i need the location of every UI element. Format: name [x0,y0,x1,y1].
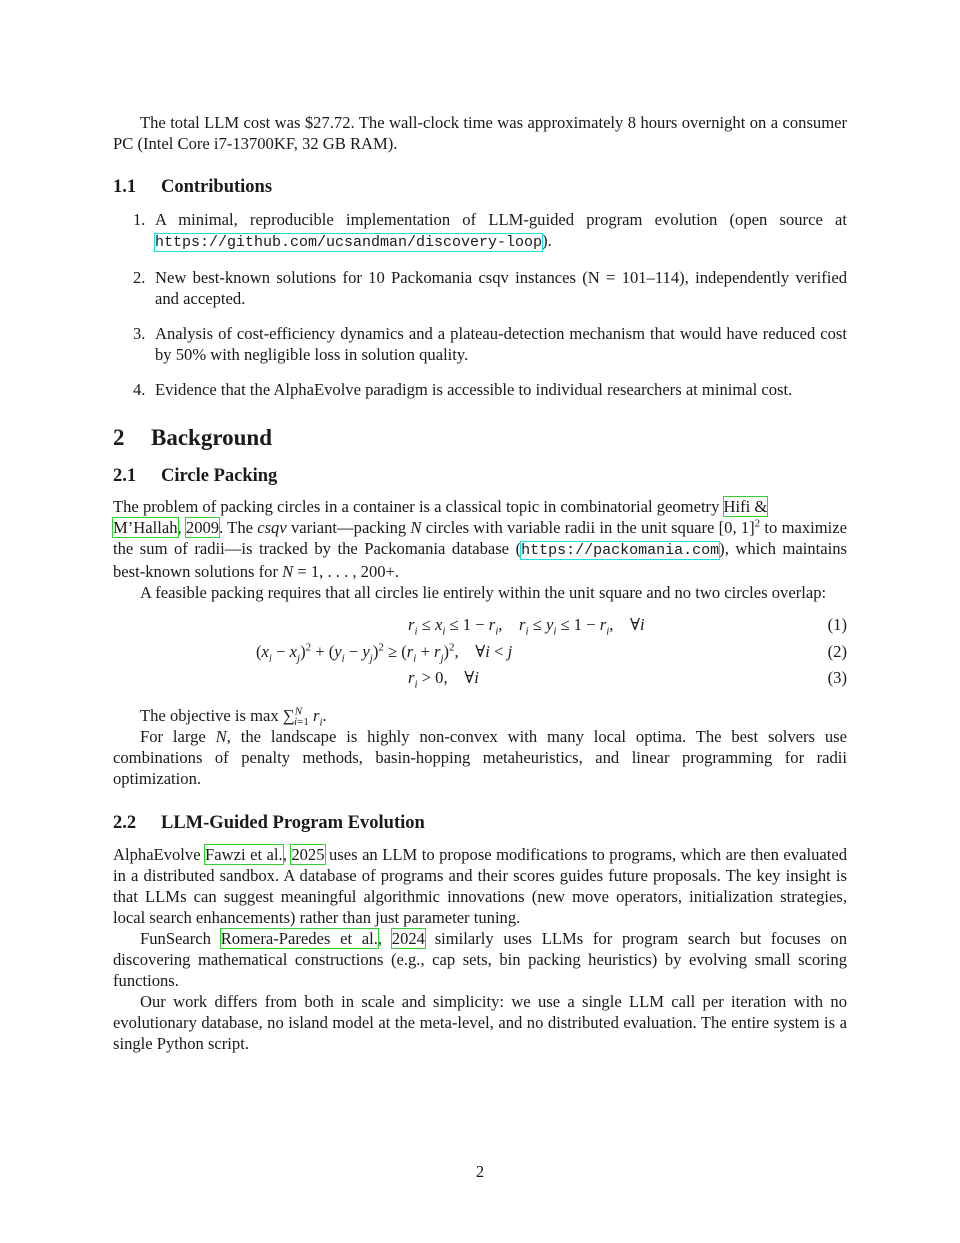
packomania-link[interactable]: https://packomania.com [521,542,720,559]
equation-block [113,614,847,695]
contributions-list [113,209,847,400]
equation-number-1: (1) [827,615,847,634]
equation-3: $r_i > 0$, ∀i [408,668,479,691]
circle-packing-paragraph-4: For large N, the landscape is highly non-convex with many local optima. The best solvers use combinations of penalty methods, basin-hopping metaheuristics, and linear programming for radii optimization. [113,727,847,788]
citation-fawzi[interactable]: Fawzi et al. [205,845,283,864]
equation-number-3: (3) [827,668,847,687]
github-link[interactable]: https://github.com/ucsandman/discovery-loop [155,234,543,251]
llm-guided-paragraph-2: FunSearch Romera-Paredes et al., 2024 similarly uses LLMs for program search but focuses on discovering mathematical constructions (e.g., cap sets, bin packing heuristics) by evolving small scoring functions. [113,929,847,990]
equation-number-2: (2) [827,642,847,661]
list-item: 4. Evidence that the AlphaEvolve paradigm is accessible to individual researchers at minimal cost. [133,380,793,399]
equation-2: $(x_i - x_j)^2 + (y_i - y_j)^2 \ge (r_i + r_j)^2$, ∀i < j [256,641,513,665]
page-body [113,112,847,1054]
circle-packing-paragraph-2: A feasible packing requires that all circles lie entirely within the unit square and no two circles overlap: [140,583,827,602]
objective-line: The objective is max ∑$^N_{i=1}$ $r_i$. [140,705,327,729]
section-heading-background: 2 Background [113,425,273,450]
citation-fawzi-year[interactable]: 2025 [291,845,325,864]
page-number: 2 [475,1162,485,1181]
llm-guided-paragraph-1: AlphaEvolve Fawzi et al., 2025 uses an LLM to propose modifications to programs, which are then evaluated in a distributed sandbox. A database of programs and their scores guides future proposals. The key insight is that LLMs can suggest meaningful algorithmic innovations (new move operators, initialization strategies, local search enhancements) rather than just parameter tuning. [113,845,847,927]
citation-hifi[interactable]: Hifi & [723,497,768,516]
section-heading-circle-packing: 2.1 Circle Packing [113,466,278,486]
intro-paragraph: The total LLM cost was $27.72. The wall-clock time was approximately 8 hours overnight on a consumer PC (Intel Core i7-13700KF, 32 GB RAM). [113,113,847,153]
equation-1: $r_i \le x_i \le 1 - r_i$, $r_i \le y_i \le 1 - r_i$, ∀i [408,615,645,638]
citation-hifi-year[interactable]: 2009 [185,518,220,537]
circle-packing-paragraph-1: The problem of packing circles in a container is a classical topic in combinatorial geometry Hifi & M’Hallah, 2009. The csqv variant—packing N circles with variable radii in the unit square [0, 1]$^2$ to maximize the sum of radii—is tracked by the Packomania database (https://packomania.com), which maintains best-known solutions for N = 1, . . . , 200+. [113,497,847,581]
citation-romera-paredes[interactable]: Romera-Paredes et al. [220,929,378,948]
llm-guided-paragraph-3: Our work differs from both in scale and simplicity: we use a single LLM call per iteration with no evolutionary database, no island model at the meta-level, and no distributed evaluation. The entire system is a single Python script. [113,992,847,1053]
section-heading-contributions: 1.1 Contributions [113,177,273,197]
list-item: 1. A minimal, reproducible implementation of LLM-guided program evolution (open source at https://github.com/ucsandman/discovery-loop). [133,210,847,251]
section-heading-llm-guided: 2.2 LLM-Guided Program Evolution [113,813,425,833]
citation-hifi-cont[interactable]: M’Hallah [113,518,178,537]
list-item: 3. Analysis of cost-efficiency dynamics and a plateau-detection mechanism that would have reduced cost by 50% with negligible loss in solution quality. [133,324,847,364]
list-item: 2. New best-known solutions for 10 Packomania csqv instances (N = 101–114), independently verified and accepted. [133,268,847,308]
citation-romera-paredes-year[interactable]: 2024 [391,929,425,948]
